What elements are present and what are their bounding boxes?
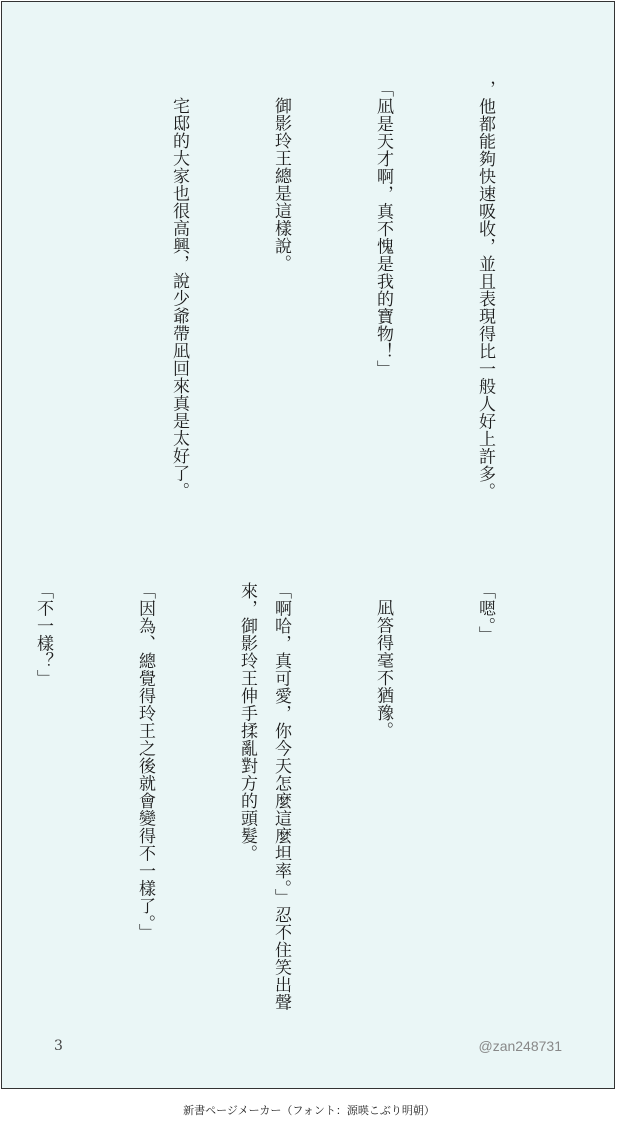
paragraph: ，他都能夠快速吸收，並且表現得比一般人好上許多。 xyxy=(475,80,495,500)
paragraph: 「嗯。」 xyxy=(475,582,495,644)
paragraph: 凪答得毫不猶豫。 xyxy=(373,599,393,739)
paragraph-spacer xyxy=(60,80,94,530)
text-block-bottom xyxy=(33,582,570,1032)
paragraph: 宅邸的大家也很高興，說少爺帶凪回來真是太好了。 xyxy=(169,97,189,500)
paragraph: 「啊哈，真可愛，你今天怎麼這麼坦率。」忍不住笑出聲來，御影玲王伸手揉亂對方的頭髮。 xyxy=(237,582,291,1011)
book-page xyxy=(1,1,615,1089)
paragraph: 「因為、總覺得玲王之後就會變得不一樣了。」 xyxy=(135,582,155,941)
author-handle: @zan248731 xyxy=(478,1038,562,1054)
text-block-top xyxy=(50,80,570,530)
paragraph: 「凪是天才啊，真不愧是我的寶物！」 xyxy=(373,80,393,378)
footer-credit: 新書ページメーカー（フォント：源暎こぶり明朝） xyxy=(183,1104,435,1117)
paragraph: 御影玲王總是這樣說。 xyxy=(271,97,291,272)
page-number: 3 xyxy=(54,1038,63,1054)
paragraph: 「不一樣？」 xyxy=(33,582,53,687)
